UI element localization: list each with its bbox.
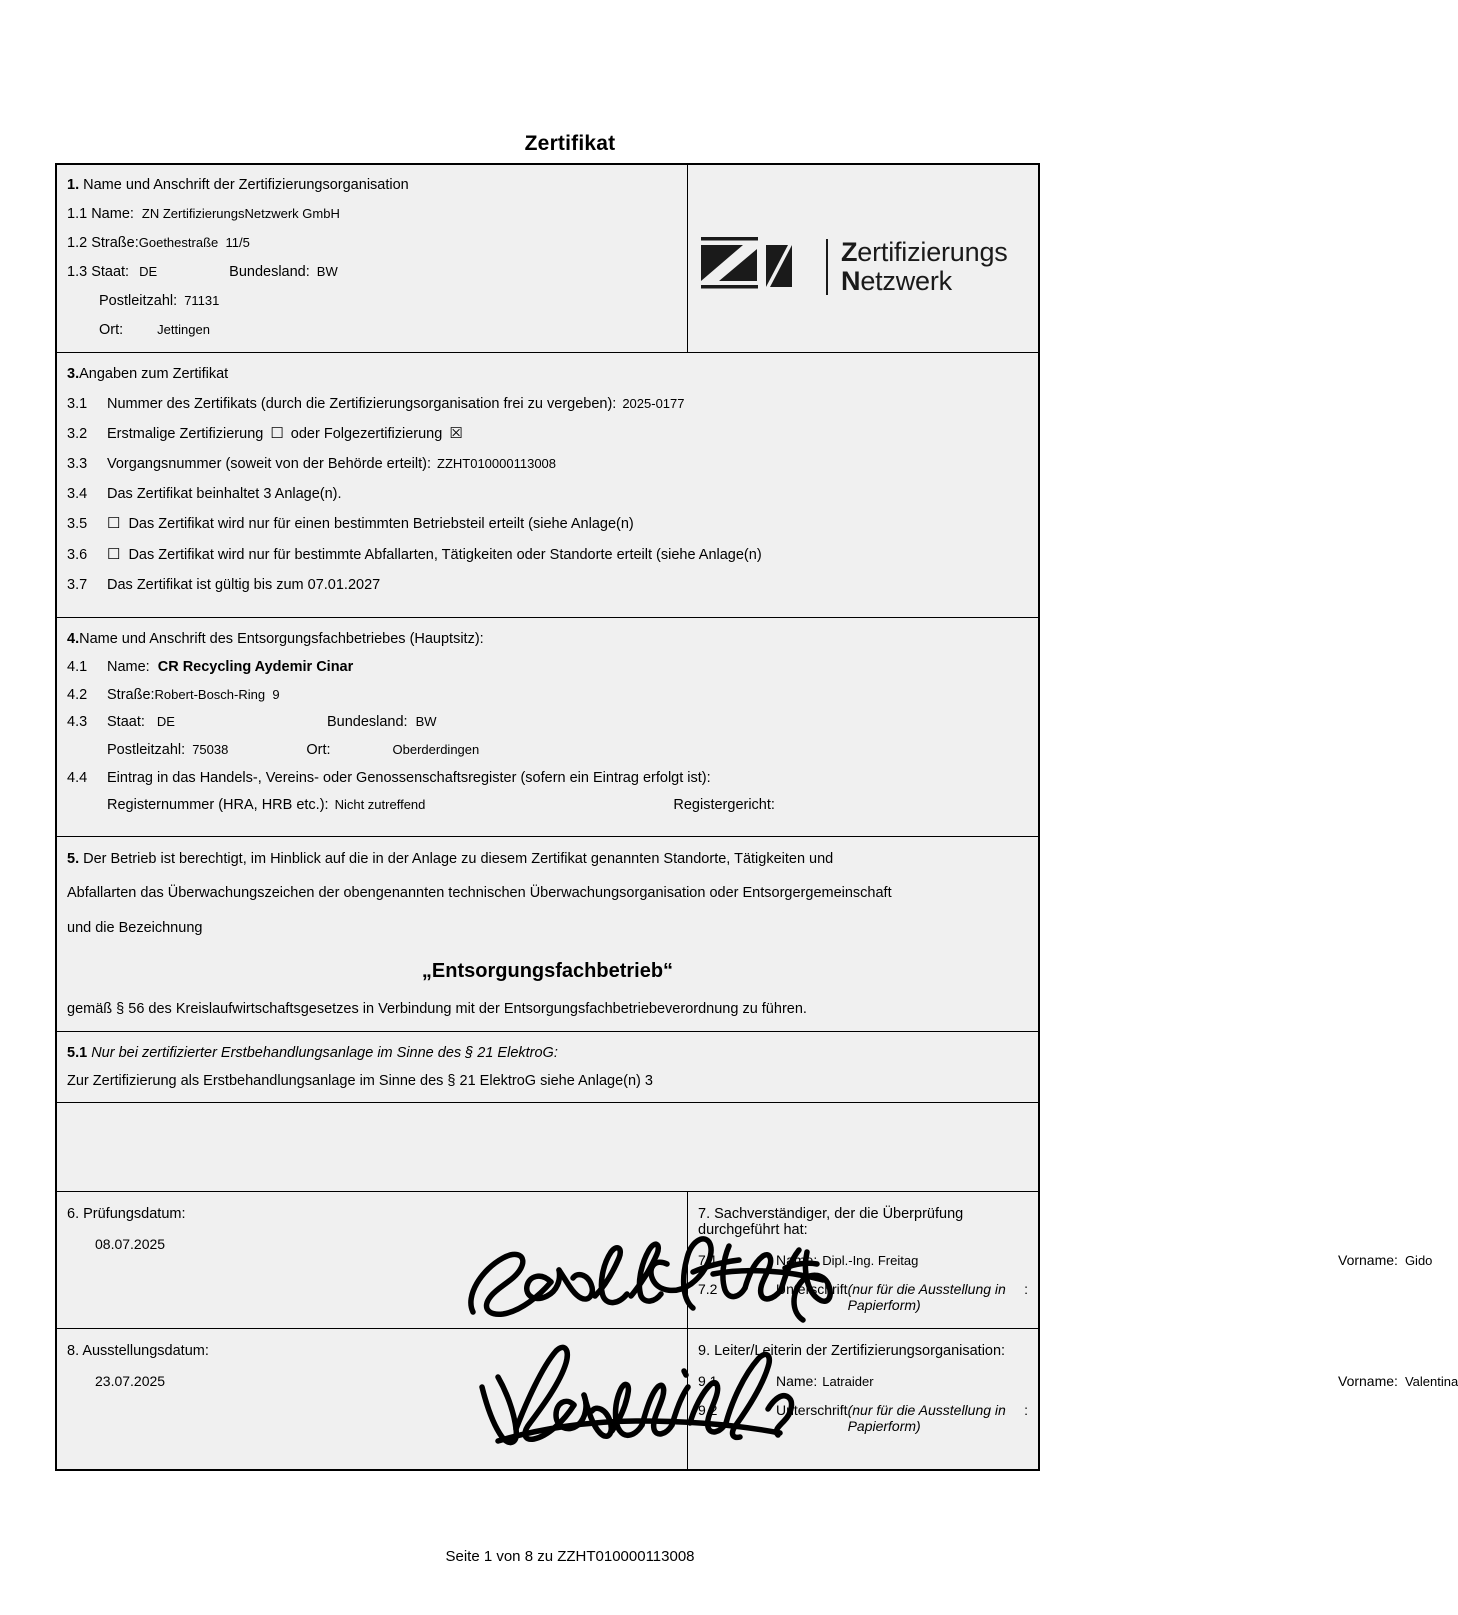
section1-state-label: Staat:	[87, 264, 130, 280]
item-number: 4.3	[67, 714, 88, 731]
section1-bundesland-label: Bundesland:	[229, 264, 310, 280]
section5-para3: und die Bezeichnung	[67, 919, 203, 936]
section8-label: Ausstellungsdatum:	[79, 1342, 209, 1359]
leader-name-value: Latraider	[822, 1373, 874, 1389]
section3-heading	[67, 366, 1028, 383]
section4-heading	[67, 631, 1028, 648]
section3-heading-text: Angaben zum Zertifikat	[79, 366, 229, 382]
section1-state-value: DE	[139, 264, 158, 279]
section9-heading	[698, 1343, 1028, 1359]
name-label: Name:	[776, 1251, 818, 1268]
item-number: 3.3	[67, 456, 88, 473]
section5-para1	[67, 851, 1028, 868]
item-number: 4.1	[67, 659, 88, 676]
section51-heading-text: Nur bei zertifizierter Erstbehandlungsanlage im Sinne des § 21 ElektroG:	[87, 1044, 558, 1061]
section51-number: 5.1	[67, 1044, 88, 1061]
section1-name-row	[67, 206, 677, 222]
item-number: 9.2	[698, 1401, 718, 1418]
certificate-table	[55, 163, 1458, 1471]
section3-item-3-7	[67, 577, 1028, 594]
table-row-section89	[56, 1328, 1039, 1470]
name-label: Name:	[107, 659, 150, 676]
checkbox-abfallarten[interactable]: ☐	[107, 546, 121, 564]
section1-street-row	[67, 235, 677, 251]
section6-date: 08.07.2025	[95, 1235, 166, 1252]
zn-logo-mark	[700, 237, 818, 297]
section7-name-row	[698, 1251, 1433, 1268]
section3-heading-number: 3.	[67, 366, 80, 382]
plz-label: Postleitzahl:	[107, 742, 186, 759]
item-number: 7.2	[698, 1280, 718, 1297]
registergericht-label: Registergericht:	[673, 797, 775, 814]
table-row-section5	[56, 837, 1039, 1032]
ort-label: Ort:	[306, 742, 331, 759]
section8-number: 8.	[67, 1342, 80, 1359]
street-value: Robert-Bosch-Ring 9	[154, 686, 280, 702]
section3-item-3-5	[67, 515, 1028, 533]
item-number: 3.6	[67, 547, 88, 564]
signature-label-end: :	[1024, 1280, 1028, 1297]
section8-date: 23.07.2025	[95, 1372, 166, 1389]
checkbox-betriebsteil[interactable]: ☐	[107, 515, 121, 533]
section5-highlight: „Entsorgungsfachbetrieb“	[421, 960, 674, 983]
item-number: 3.2	[67, 426, 88, 443]
section1-cell	[56, 164, 688, 353]
item-number: 3.5	[67, 516, 88, 533]
company-name-value: CR Recycling Aydemir Cinar	[157, 659, 354, 676]
item-number: 9.1	[698, 1372, 718, 1389]
section9-number: 9.	[698, 1342, 711, 1359]
logo-divider	[826, 239, 828, 295]
register-label: Eintrag in das Handels-, Vereins- oder Genossenschaftsregister (sofern ein Eintrag erfolgt ist):	[107, 769, 711, 786]
section6-heading	[67, 1206, 677, 1222]
section1-state-number: 1.3	[67, 264, 88, 280]
section6-label: Prüfungsdatum:	[79, 1205, 186, 1222]
item-number: 4.4	[67, 769, 88, 786]
item-label: Erstmalige Zertifizierung	[107, 426, 264, 443]
section1-plz-label: Postleitzahl:	[99, 293, 178, 309]
section7-number: 7.	[698, 1205, 711, 1222]
section1-ort-row	[67, 322, 677, 338]
item-label: Das Zertifikat wird nur für bestimmte Abfallarten, Tätigkeiten oder Standorte erteilt (siehe Anlage(n)	[128, 547, 762, 564]
section3-cell	[56, 353, 1039, 618]
signature-label: Unterschrift	[776, 1401, 848, 1418]
item-number: 7.1	[698, 1251, 718, 1268]
name-label: Name:	[776, 1372, 818, 1389]
vorname-label: Vorname:	[1338, 1372, 1398, 1389]
expert-name-value: Dipl.-Ing. Freitag	[822, 1252, 919, 1268]
section51-text: Zur Zertifizierung als Erstbehandlungsanlage im Sinne des § 21 ElektroG siehe Anlage(n) 3	[67, 1072, 653, 1089]
checkbox-folgezertifizierung[interactable]: ☒	[449, 425, 463, 443]
section51-heading	[67, 1045, 1028, 1061]
signature-label-italic: (nur für die Ausstellung in Papierform)	[847, 1280, 1006, 1313]
section3-item-3-6	[67, 546, 1028, 564]
vorname-label: Vorname:	[1338, 1251, 1398, 1268]
section1-name-value: ZN ZertifizierungsNetzwerk GmbH	[141, 206, 340, 221]
expert-vorname-value: Gido	[1404, 1252, 1433, 1268]
section1-name-label: Name:	[87, 206, 134, 222]
section1-plz-value: 71131	[184, 293, 220, 308]
section6-number: 6.	[67, 1205, 80, 1222]
logo-cell	[688, 164, 1040, 353]
logo-wordmark	[841, 238, 1008, 296]
checkbox-erstmalige-zertifizierung[interactable]: ☐	[270, 425, 284, 443]
section1-heading-number: 1.	[67, 177, 80, 193]
section5-para2: Abfallarten das Überwachungszeichen der obengenannten technischen Überwachungsorganisation oder Entsorgergemeinschaft	[67, 885, 892, 902]
table-row-section1	[56, 164, 1039, 353]
vorname-group	[1338, 1252, 1432, 1268]
ort-value: Oberderdingen	[392, 742, 480, 758]
table-row-section67	[56, 1191, 1039, 1328]
item-value: ZZHT010000113008	[437, 456, 557, 472]
item-middle-label: oder Folgezertifizierung	[290, 426, 443, 443]
section51-cell	[56, 1031, 1039, 1102]
logo-line-1	[841, 238, 1008, 267]
section3-item-3-2	[67, 425, 1028, 443]
section1-name-number: 1.1	[67, 206, 88, 222]
section7-heading-text: Sachverständiger, der die Überprüfung durchgeführt hat:	[698, 1205, 964, 1238]
section1-heading	[67, 177, 677, 193]
item-value: 2025-0177	[622, 395, 685, 411]
section9-cell	[688, 1328, 1458, 1470]
section9-heading-text: Leiter/Leiterin der Zertifizierungsorganisation:	[710, 1342, 1006, 1359]
item-number: 4.2	[67, 686, 88, 703]
bundesland-value: BW	[415, 714, 437, 730]
table-row-section3	[56, 353, 1039, 618]
section4-street-row	[67, 687, 1028, 704]
state-value: DE	[156, 714, 175, 730]
logo-line-2	[841, 267, 1008, 296]
section1-heading-text: Name und Anschrift der Zertifizierungsorganisation	[79, 177, 409, 193]
section6-cell	[56, 1191, 688, 1328]
vorname-group	[1338, 1373, 1458, 1389]
section7-signature-row	[698, 1281, 1028, 1313]
page-title: Zertifikat	[524, 132, 616, 155]
section4-state-row	[67, 714, 1028, 731]
blank-cell	[56, 1102, 1039, 1191]
street-label: Straße:	[107, 686, 155, 703]
signature-label-end: :	[1024, 1401, 1028, 1418]
item-label: Das Zertifikat wird nur für einen bestimmten Betriebsteil erteilt (siehe Anlage(n)	[128, 516, 634, 533]
section4-name-row	[67, 659, 1028, 676]
logo-line-1-initial: Z	[841, 236, 858, 267]
logo-line-2-rest: etzwerk	[860, 266, 952, 296]
signature-label-italic: (nur für die Ausstellung in Papierform)	[847, 1401, 1006, 1434]
plz-value: 75038	[192, 742, 229, 758]
section1-plz-row	[67, 293, 677, 309]
item-label: Nummer des Zertifikats (durch die Zertifizierungsorganisation frei zu vergeben):	[107, 395, 617, 412]
item-label: Das Zertifikat ist gültig bis zum 07.01.2027	[107, 576, 381, 593]
state-label: Staat:	[107, 714, 145, 731]
section1-ort-value: Jettingen	[157, 322, 210, 337]
section7-cell	[688, 1191, 1433, 1328]
section1-state-row	[67, 264, 677, 280]
section4-cell	[56, 618, 1039, 837]
item-label: Das Zertifikat beinhaltet 3 Anlage(n).	[107, 485, 342, 502]
section5-cell	[56, 837, 1039, 1032]
section1-bundesland-value: BW	[316, 264, 338, 279]
section4-plz-row	[67, 742, 1028, 759]
section3-item-3-4	[67, 486, 1028, 503]
item-number: 3.4	[67, 485, 88, 502]
registernummer-label: Registernummer (HRA, HRB etc.):	[107, 797, 329, 814]
logo-line-2-initial: N	[841, 266, 861, 296]
section9-signature-row	[698, 1402, 1028, 1434]
section4-heading-number: 4.	[67, 631, 80, 648]
organisation-logo	[700, 237, 1038, 297]
bundesland-label: Bundesland:	[326, 714, 408, 731]
section9-name-row	[698, 1372, 1458, 1389]
section7-heading	[698, 1206, 1028, 1238]
item-label: Vorgangsnummer (soweit von der Behörde erteilt):	[107, 456, 431, 473]
section4-heading-text: Name und Anschrift des Entsorgungsfachbetriebes (Hauptsitz):	[79, 631, 484, 648]
section1-street-number: 1.2	[67, 235, 88, 251]
section8-cell	[56, 1328, 688, 1470]
item-number: 3.1	[67, 395, 88, 412]
section8-heading	[67, 1343, 677, 1359]
section4-registernummer-row	[67, 797, 1028, 814]
leader-vorname-value: Valentina	[1404, 1373, 1458, 1389]
section3-item-3-3	[67, 456, 1028, 473]
section4-register-row	[67, 770, 1028, 787]
item-number: 3.7	[67, 576, 88, 593]
table-row-section51	[56, 1031, 1039, 1102]
registernummer-value: Nicht zutreffend	[334, 797, 426, 813]
section1-ort-label: Ort:	[99, 322, 124, 338]
section1-street-value: Goethestraße 11/5	[138, 235, 250, 250]
signature-label: Unterschrift	[776, 1280, 848, 1297]
section1-street-label: Straße:	[87, 235, 139, 251]
section5-para1-text: Der Betrieb ist berechtigt, im Hinblick auf die in der Anlage zu diesem Zertifikat genannten Standorte, Tätigkeiten und	[79, 851, 834, 868]
section5-para4: gemäß § 56 des Kreislaufwirtschaftsgesetzes in Verbindung mit der Entsorgungsfachbetriebeverordnung zu führen.	[67, 1001, 807, 1018]
page-footer: Seite 1 von 8 zu ZZHT010000113008	[445, 1548, 695, 1565]
section3-item-3-1	[67, 396, 1028, 413]
section5-number: 5.	[67, 851, 80, 868]
table-row-blank	[56, 1102, 1039, 1191]
logo-line-1-rest: ertifizierungs	[857, 236, 1008, 267]
zn-logo-svg	[700, 237, 818, 297]
table-row-section4	[56, 618, 1039, 837]
